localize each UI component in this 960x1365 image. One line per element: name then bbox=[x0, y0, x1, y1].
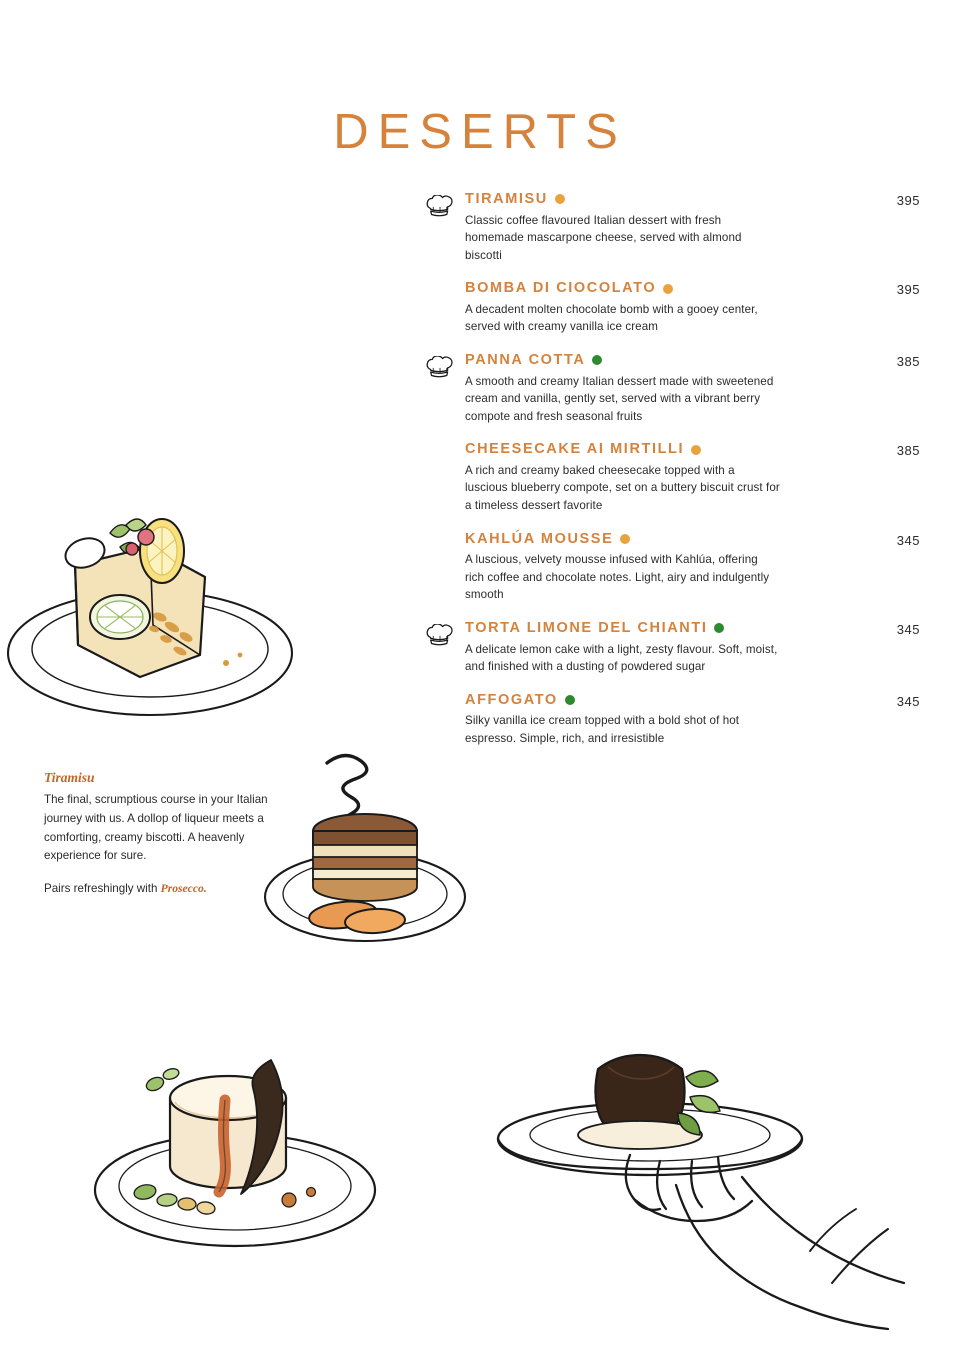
waiter-serving-dessert-illustration bbox=[480, 1035, 940, 1365]
chef-hat-icon bbox=[425, 195, 455, 217]
non-veg-indicator-icon bbox=[663, 284, 673, 294]
chef-hat-icon bbox=[425, 356, 455, 378]
menu-item-price: 385 bbox=[896, 354, 920, 370]
menu-item-price: 345 bbox=[896, 622, 920, 638]
menu-item-name: PANNA COTTA bbox=[465, 352, 586, 369]
menu-item-price: 395 bbox=[896, 282, 920, 298]
note-body: The final, scrumptious course in your Italian journey with us. A dollop of liqueur meets a comforting, creamy biscotti. A heavenly experience for sure. bbox=[44, 793, 268, 863]
menu-item bbox=[425, 441, 920, 514]
menu-item-name: KAHLÚA MOUSSE bbox=[465, 530, 614, 547]
menu-item-header bbox=[465, 281, 875, 296]
menu-item bbox=[425, 191, 920, 264]
menu-item-header bbox=[465, 532, 875, 547]
menu-item-name: CHEESECAKE AI MIRTILLI bbox=[465, 441, 685, 458]
non-veg-indicator-icon bbox=[691, 445, 701, 455]
tiramisu-cake-illustration bbox=[255, 745, 475, 960]
menu-item-name: BOMBA DI CIOCOLATO bbox=[465, 280, 657, 297]
menu-item bbox=[425, 691, 920, 748]
menu-item bbox=[425, 352, 920, 425]
menu-item-header bbox=[465, 621, 875, 636]
note-title: Tiramisu bbox=[44, 770, 95, 785]
veg-indicator-icon bbox=[592, 355, 602, 365]
menu-item-description: A smooth and creamy Italian dessert made with sweetened cream and vanilla, gently set, served with a vibrant berry compote and fresh seasonal fruits bbox=[465, 374, 774, 423]
menu-item-price: 395 bbox=[896, 193, 920, 208]
menu-item-name: TIRAMISU bbox=[465, 191, 548, 207]
menu-item-description: Silky vanilla ice cream topped with a bold shot of hot espresso. Simple, rich, and irresistible bbox=[465, 714, 740, 745]
panna-cotta-illustration bbox=[75, 1040, 395, 1270]
menu-item-header bbox=[465, 442, 875, 457]
note-pairing-wine: Prosecco. bbox=[160, 882, 207, 896]
veg-indicator-icon bbox=[565, 695, 575, 705]
menu-item-description: A delicate lemon cake with a light, zesty flavour. Soft, moist, and finished with a dusting of powdered sugar bbox=[465, 642, 778, 674]
lemon-cake-slice-illustration bbox=[0, 505, 310, 755]
menu-item-header bbox=[465, 693, 875, 708]
menu-item bbox=[425, 620, 920, 676]
dessert-menu-list bbox=[425, 191, 920, 764]
menu-item-name: AFFOGATO bbox=[465, 691, 558, 708]
menu-item-price: 385 bbox=[896, 443, 920, 459]
page-title: DESERTS bbox=[333, 105, 627, 159]
menu-item bbox=[425, 530, 920, 604]
menu-item-description: A rich and creamy baked cheesecake topped with a luscious blueberry compote, set on a buttery biscuit crust for a timeless dessert favorite bbox=[465, 463, 780, 513]
menu-item-header bbox=[465, 192, 875, 207]
veg-indicator-icon bbox=[714, 623, 724, 633]
menu-item-description: A luscious, velvety mousse infused with Kahlúa, offering rich coffee and chocolate notes. Light, airy and indulgently smooth bbox=[465, 553, 770, 602]
menu-item bbox=[425, 280, 920, 336]
menu-item-header bbox=[465, 353, 875, 368]
menu-item-price: 345 bbox=[896, 693, 920, 709]
note-pairing-prefix: Pairs refreshingly with bbox=[44, 882, 161, 896]
menu-item-price: 345 bbox=[896, 532, 920, 548]
non-veg-indicator-icon bbox=[620, 534, 630, 544]
chef-hat-icon bbox=[425, 624, 455, 646]
non-veg-indicator-icon bbox=[555, 194, 565, 204]
menu-item-description: Classic coffee flavoured Italian dessert with fresh homemade mascarpone cheese, served with almond biscotti bbox=[465, 213, 742, 262]
menu-item-name: TORTA LIMONE DEL CHIANTI bbox=[465, 620, 708, 637]
menu-item-description: A decadent molten chocolate bomb with a gooey center, served with creamy vanilla ice cream bbox=[465, 302, 758, 334]
